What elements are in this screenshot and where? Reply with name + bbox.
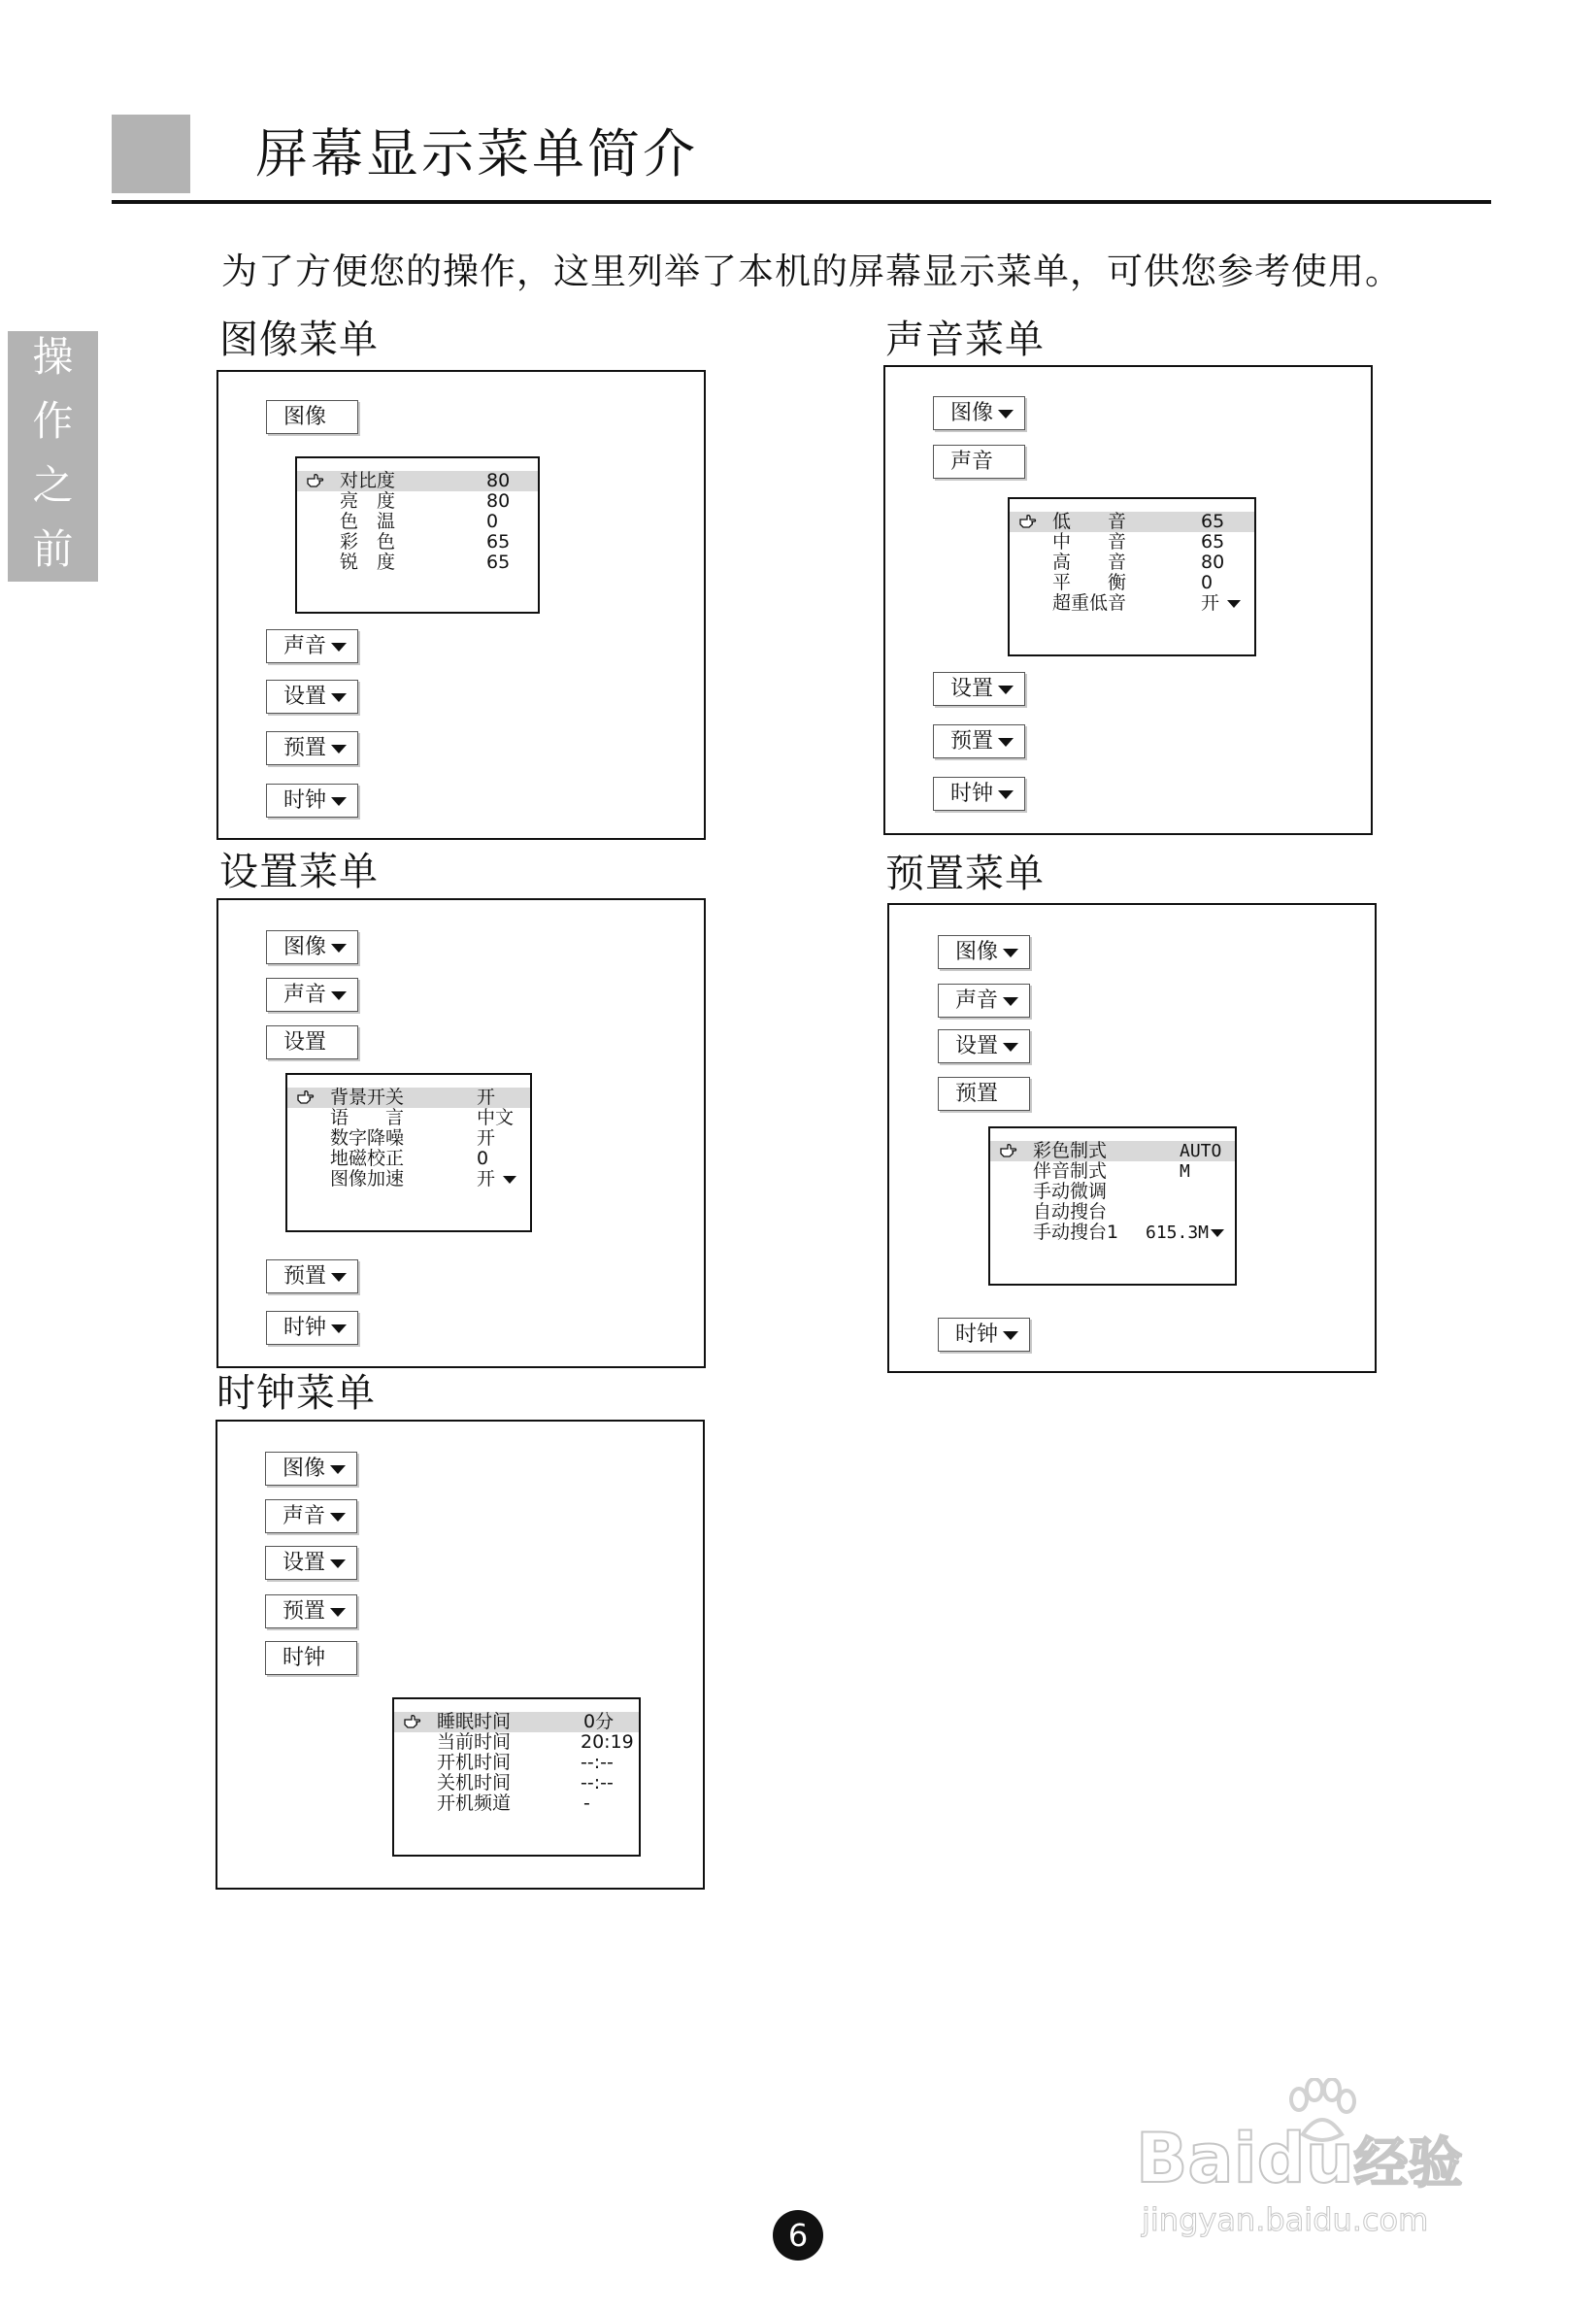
menu-tab-picture[interactable]: 图像 xyxy=(266,930,358,964)
row-label: 高 音 xyxy=(1052,552,1127,573)
menu-tab-picture[interactable]: 图像 xyxy=(938,935,1030,969)
row-label: 低 音 xyxy=(1052,511,1127,532)
submenu-row[interactable] xyxy=(297,491,538,512)
row-label: 手动搜台1 xyxy=(1033,1222,1119,1243)
page-number: 6 xyxy=(773,2210,823,2261)
picture-menu-panel xyxy=(216,370,706,840)
side-tab-char: 前 xyxy=(32,525,74,573)
row-value: 65 xyxy=(486,552,511,573)
menu-tab-sound[interactable]: 声音 xyxy=(265,1499,357,1533)
row-label: 锐 度 xyxy=(340,552,396,573)
sound-menu-title: 声音菜单 xyxy=(885,318,1045,362)
chevron-down-icon xyxy=(1003,1331,1018,1340)
submenu-row[interactable] xyxy=(287,1169,530,1190)
row-value: 65 xyxy=(1201,531,1225,553)
header-rule xyxy=(112,200,1491,204)
submenu-row[interactable] xyxy=(287,1088,530,1108)
menu-tab-preset[interactable]: 预置 xyxy=(933,724,1025,758)
submenu-row[interactable] xyxy=(287,1108,530,1128)
chevron-down-icon xyxy=(330,1465,346,1474)
chevron-down-icon xyxy=(331,797,347,806)
submenu-row[interactable] xyxy=(1010,512,1254,532)
submenu-row[interactable] xyxy=(394,1753,639,1773)
row-label: 语 言 xyxy=(330,1107,405,1128)
row-label: 亮 度 xyxy=(340,490,396,512)
menu-tab-clock[interactable]: 时钟 xyxy=(266,784,358,818)
chevron-down-icon xyxy=(331,693,347,702)
row-label: 自动搜台 xyxy=(1033,1201,1108,1223)
side-tab-char: 作 xyxy=(32,397,74,445)
submenu-row[interactable] xyxy=(990,1182,1235,1202)
submenu-row[interactable] xyxy=(394,1793,639,1814)
clock-menu-title: 时钟菜单 xyxy=(216,1371,376,1416)
chevron-down-icon xyxy=(1003,997,1018,1006)
setup-menu-title: 设置菜单 xyxy=(219,850,379,894)
setup-submenu xyxy=(285,1073,532,1232)
submenu-row[interactable] xyxy=(394,1773,639,1793)
row-value: --:-- xyxy=(581,1772,614,1793)
menu-tab-preset[interactable]: 预置 xyxy=(266,1259,358,1293)
row-value: M xyxy=(1180,1161,1190,1182)
menu-tab-picture[interactable]: 图像 xyxy=(266,400,358,434)
menu-tab-sound[interactable]: 声音 xyxy=(266,629,358,663)
side-tab-char: 操 xyxy=(32,333,74,381)
chevron-down-icon xyxy=(1003,1043,1018,1052)
submenu-row[interactable] xyxy=(394,1712,639,1732)
chevron-down-icon xyxy=(998,790,1014,799)
menu-tab-setup[interactable]: 设置 xyxy=(266,680,358,714)
picture-submenu xyxy=(295,456,540,614)
menu-tab-picture[interactable]: 图像 xyxy=(933,396,1025,430)
picture-menu-title: 图像菜单 xyxy=(219,318,379,362)
chevron-down-icon xyxy=(1227,600,1241,608)
row-value: 80 xyxy=(486,470,511,491)
row-label: 彩色制式 xyxy=(1033,1140,1108,1161)
row-label: 超重低音 xyxy=(1052,592,1127,614)
chevron-down-icon xyxy=(331,745,347,754)
side-tab xyxy=(8,331,98,582)
row-label: 关机时间 xyxy=(437,1772,512,1793)
clock-menu-panel xyxy=(216,1420,705,1890)
hand-pointer-icon xyxy=(1000,1143,1017,1158)
row-value: 开 xyxy=(477,1087,496,1108)
chevron-down-icon xyxy=(331,991,347,1000)
menu-tab-clock[interactable]: 时钟 xyxy=(938,1318,1030,1352)
submenu-row[interactable] xyxy=(297,471,538,491)
row-label: 彩 色 xyxy=(340,531,396,553)
submenu-row[interactable] xyxy=(287,1128,530,1149)
chevron-down-icon xyxy=(331,643,347,652)
chevron-down-icon xyxy=(998,686,1014,694)
side-tab-char: 之 xyxy=(32,461,74,509)
submenu-row[interactable] xyxy=(990,1202,1235,1223)
submenu-row[interactable] xyxy=(990,1223,1235,1243)
watermark-cn: 经验 xyxy=(1353,2132,1463,2195)
row-value: 开 xyxy=(477,1168,496,1190)
chevron-down-icon xyxy=(998,410,1014,419)
row-value: 80 xyxy=(1201,552,1225,573)
chevron-down-icon xyxy=(331,1273,347,1282)
hand-pointer-icon xyxy=(404,1714,421,1729)
submenu-row[interactable] xyxy=(1010,532,1254,553)
row-value: 65 xyxy=(486,531,511,553)
row-value: 0 xyxy=(1201,572,1214,593)
row-label: 中 音 xyxy=(1052,531,1127,553)
row-label: 对比度 xyxy=(340,470,396,491)
submenu-row[interactable] xyxy=(297,532,538,553)
menu-tab-setup[interactable]: 设置 xyxy=(265,1546,357,1580)
page-title: 屏幕显示菜单简介 xyxy=(255,123,698,184)
row-label: 数字降噪 xyxy=(330,1127,405,1149)
chevron-down-icon xyxy=(330,1608,346,1617)
row-value: 0 xyxy=(486,511,499,532)
hand-pointer-icon xyxy=(307,473,324,488)
row-value: 开 xyxy=(1201,592,1220,614)
row-value: 中文 xyxy=(477,1107,515,1128)
submenu-row[interactable] xyxy=(297,553,538,573)
menu-tab-setup[interactable]: 设置 xyxy=(266,1025,358,1059)
row-value: 0 xyxy=(477,1148,489,1169)
row-label: 图像加速 xyxy=(330,1168,405,1190)
row-value: 0分 xyxy=(583,1711,615,1732)
menu-tab-preset[interactable]: 预置 xyxy=(266,731,358,765)
menu-tab-sound[interactable]: 声音 xyxy=(938,984,1030,1018)
row-value: - xyxy=(583,1793,590,1814)
chevron-down-icon xyxy=(998,738,1014,747)
row-label: 地磁校正 xyxy=(330,1148,405,1169)
chevron-down-icon xyxy=(331,1324,347,1333)
menu-tab-clock[interactable]: 时钟 xyxy=(933,777,1025,811)
row-value: --:-- xyxy=(581,1752,614,1773)
chevron-down-icon xyxy=(331,944,347,953)
row-label: 手动微调 xyxy=(1033,1181,1108,1202)
row-label: 平 衡 xyxy=(1052,572,1127,593)
chevron-down-icon xyxy=(1003,949,1018,957)
submenu-row[interactable] xyxy=(394,1732,639,1753)
row-value: AUTO xyxy=(1180,1141,1222,1161)
setup-menu-panel xyxy=(216,898,706,1368)
preset-menu-panel xyxy=(887,903,1377,1373)
watermark-url: jingyan.baidu.com xyxy=(1142,2201,1429,2238)
submenu-row[interactable] xyxy=(990,1141,1235,1161)
chevron-down-icon xyxy=(330,1513,346,1522)
submenu-row[interactable] xyxy=(990,1161,1235,1182)
chevron-down-icon xyxy=(503,1176,516,1184)
row-value: 开 xyxy=(477,1127,496,1149)
menu-tab-sound[interactable]: 声音 xyxy=(933,445,1025,479)
submenu-row[interactable] xyxy=(1010,553,1254,573)
clock-submenu xyxy=(392,1697,641,1857)
menu-tab-sound[interactable]: 声音 xyxy=(266,978,358,1012)
row-label: 色 温 xyxy=(340,511,396,532)
menu-tab-clock[interactable]: 时钟 xyxy=(266,1311,358,1345)
submenu-row[interactable] xyxy=(297,512,538,532)
sound-menu-panel xyxy=(883,365,1373,835)
row-value: 65 xyxy=(1201,511,1225,532)
row-label: 睡眠时间 xyxy=(437,1711,512,1732)
sound-submenu xyxy=(1008,497,1256,656)
row-label: 开机时间 xyxy=(437,1752,512,1773)
intro-text: 为了方便您的操作，这里列举了本机的屏幕显示菜单，可供您参考使用。 xyxy=(221,251,1402,292)
header-block xyxy=(112,115,190,193)
menu-tab-setup[interactable]: 设置 xyxy=(938,1029,1030,1063)
menu-tab-setup[interactable]: 设置 xyxy=(933,672,1025,706)
watermark xyxy=(1136,2078,1505,2243)
chevron-down-icon xyxy=(330,1559,346,1568)
chevron-down-icon xyxy=(1211,1229,1224,1237)
preset-menu-title: 预置菜单 xyxy=(885,852,1045,896)
hand-pointer-icon xyxy=(297,1089,315,1105)
submenu-row[interactable] xyxy=(287,1149,530,1169)
row-value: 80 xyxy=(486,490,511,512)
hand-pointer-icon xyxy=(1019,514,1037,529)
watermark-brand: Bai xyxy=(1136,2119,1257,2198)
preset-submenu xyxy=(988,1126,1237,1286)
submenu-row[interactable] xyxy=(1010,573,1254,593)
row-value: 20:19 xyxy=(581,1731,634,1753)
menu-tab-clock[interactable]: 时钟 xyxy=(265,1641,357,1675)
row-value: 615.3M xyxy=(1146,1223,1210,1243)
row-label: 背景开关 xyxy=(330,1087,405,1108)
row-label: 当前时间 xyxy=(437,1731,512,1753)
menu-tab-preset[interactable]: 预置 xyxy=(938,1077,1030,1111)
menu-tab-picture[interactable]: 图像 xyxy=(265,1452,357,1486)
submenu-row[interactable] xyxy=(1010,593,1254,614)
watermark-brand2: du xyxy=(1256,2119,1354,2198)
row-label: 伴音制式 xyxy=(1033,1160,1108,1182)
row-label: 开机频道 xyxy=(437,1793,512,1814)
menu-tab-preset[interactable]: 预置 xyxy=(265,1594,357,1628)
